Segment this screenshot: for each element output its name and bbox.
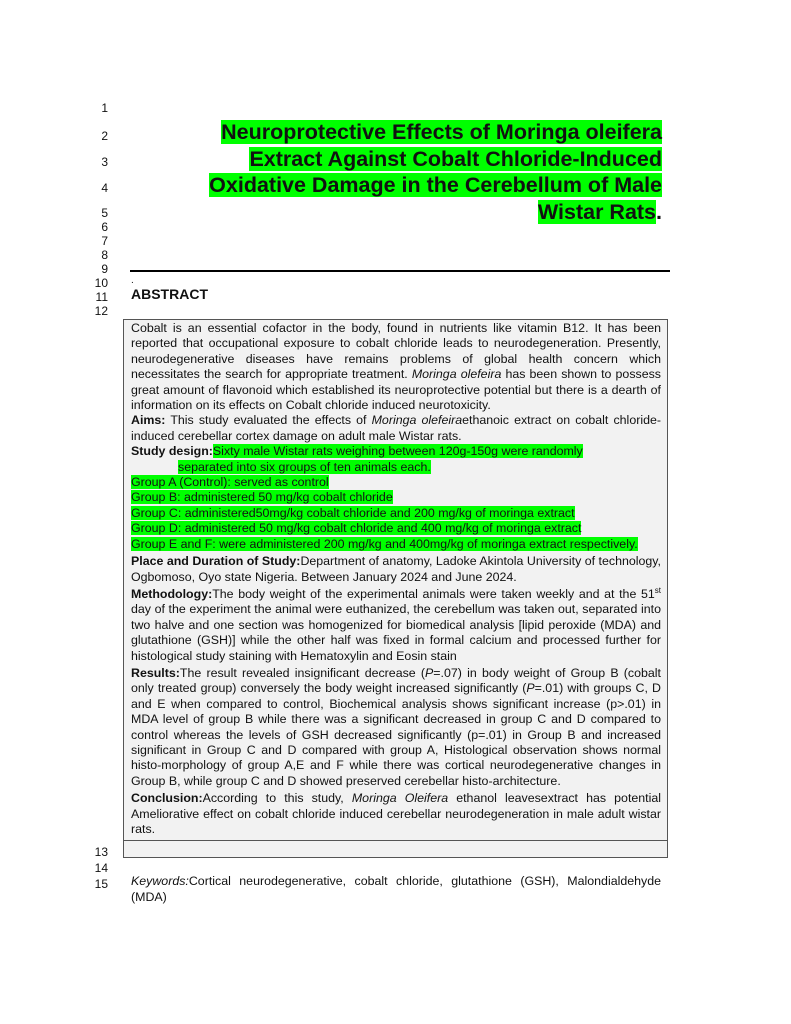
line-number: 12 <box>94 304 108 318</box>
group-item: Group C: administered50mg/kg cobalt chloride and 200 mg/kg of moringa extract <box>131 505 575 520</box>
title-line: Neuroprotective Effects of Moringa oleifera <box>221 120 662 144</box>
line-number: 1 <box>101 101 108 115</box>
line-number: 4 <box>101 181 108 195</box>
abstract-results: Results:The result revealed insignificant decrease (P=.07) in body weight of Group B (cobalt only treated group) conversely the body weight increased significantly (P=.01) with groups C, D and E when compared to control, Biochemical analysis shows significant increase (p>.01) in MDA level of group B while there was a significant decreased in group C and D compared to control whereas the levels of GSH decreased significantly (p=.01) in Group B and increased significant in Group C and D compared with group A, Histological observation shows normal histo-morphology of group A,E and F while there was cortical neurodegenerative changes in Group B, while group C and D showed preserved cerebellar histo-architecture. <box>131 665 662 788</box>
abstract-heading: ABSTRACT <box>131 286 208 302</box>
line-number: 2 <box>101 129 108 143</box>
abstract-intro: Cobalt is an essential cofactor in the body, found in nutrients like vitamin B12. It has been reported that occupational exposure to cobalt chloride leads to neurodegeneration. Presently, neurodegenerative diseases have remains problems of global health concern which necessitates the search for appropriate treatment. Moringa olefeira has been shown to possess great amount of flavonoid which established its neuroprotective potential but there is a dearth of information on its effects on Cobalt chloride induced neurotoxicity. <box>131 321 661 413</box>
group-item: Group B: administered 50 mg/kg cobalt chloride <box>131 490 393 505</box>
line-number: 7 <box>101 234 108 248</box>
abstract-flow <box>123 319 668 905</box>
box-divider <box>124 840 667 857</box>
title-period: . <box>656 199 662 224</box>
abstract-aims: Aims: This study evaluated the effects of Moringa olefeiraethanoic extract on cobalt chloride-induced cerebellar cortex damage on adult male Wistar rats. <box>131 413 661 443</box>
line-number: 9 <box>101 262 108 276</box>
title-line: Wistar Rats <box>537 199 657 224</box>
group-item: Group E and F: were administered 200 mg/kg and 400mg/kg of moringa extract respectively. <box>131 536 638 551</box>
line-number: 15 <box>94 877 108 891</box>
group-item: Group D: administered 50 mg/kg cobalt chloride and 400 mg/kg of moringa extract <box>131 521 582 536</box>
keywords: Keywords:Cortical neurodegenerative, cobalt chloride, glutathione (GSH), Malondialdehyde (MDA) <box>131 874 661 905</box>
line-number: 6 <box>101 220 108 234</box>
line-number: 11 <box>95 290 108 304</box>
line-number: 13 <box>94 845 108 859</box>
line-number: 8 <box>101 248 108 262</box>
line-number: 5 <box>101 206 108 220</box>
line-number: 3 <box>101 155 108 169</box>
line-number: 14 <box>94 861 108 875</box>
abstract-place-duration: Place and Duration of Study:Department of anatomy, Ladoke Akintola University of technology, Ogbomoso, Oyo state Nigeria. Between January 2024 and June 2024. <box>131 554 661 584</box>
abstract-conclusion: Conclusion:According to this study, Moringa Oleifera ethanol leavesextract has potential Ameliorative effect on cobalt chloride induced cerebellar neurodegeneration in male adult wistar rats. <box>131 791 662 836</box>
horizontal-rule <box>130 270 670 272</box>
abstract-methodology: Methodology:The body weight of the experimental animals were taken weekly and at the 51st day of the experiment the animal were euthanized, the cerebellum was taken out, separated into two halve and one section was homogenized for biomedical analysis [lipid peroxide (MDA) and glutathione (GSH)] while the other half was fixed in formal calcium and processed further for histological study staining with Hematoxylin and Eosin stain <box>131 585 661 663</box>
title-line: Extract Against Cobalt Chloride-Induced <box>249 146 662 171</box>
paper-title <box>160 119 662 225</box>
title-line: Oxidative Damage in the Cerebellum of Male <box>209 173 662 197</box>
line-number: 10 <box>94 276 108 290</box>
stray-dot: . <box>131 275 134 286</box>
abstract-study-design: Study design:Sixty male Wistar rats weighing between 120g-150g were randomly separated into six groups of ten animals each. <box>131 444 583 474</box>
abstract-box <box>123 319 668 858</box>
group-item: Group A (Control): served as control <box>131 475 329 490</box>
